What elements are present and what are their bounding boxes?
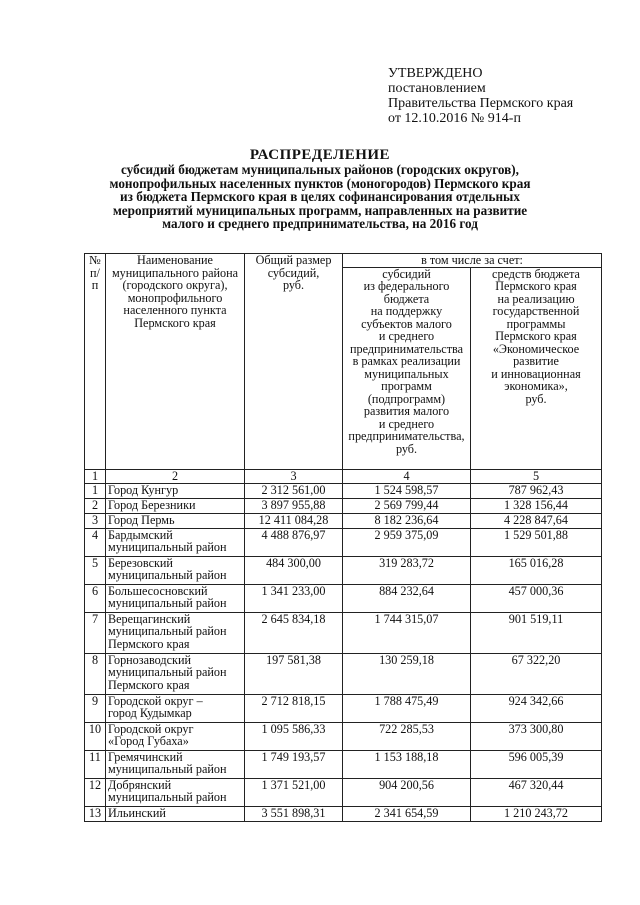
table-row xyxy=(85,694,602,722)
regional-amount: 4 228 847,64 xyxy=(471,513,602,528)
subtitle-line: малого и среднего предпринимательства, на 2016 год xyxy=(162,216,478,232)
regional-amount: 787 962,43 xyxy=(471,483,602,498)
table-row xyxy=(85,528,602,556)
header-line: программ xyxy=(381,379,432,393)
header-line: субъектов малого xyxy=(361,316,452,331)
header-line: муниципальных xyxy=(364,366,449,381)
name-line: Город Кунгур xyxy=(108,483,179,497)
federal-amount: 2 341 654,59 xyxy=(343,806,471,821)
federal-amount: 722 285,53 xyxy=(343,722,471,750)
name-line: муниципальный район xyxy=(108,540,227,554)
name-line: муниципальный район xyxy=(108,762,227,776)
approval-line: постановлением xyxy=(388,81,486,96)
total-amount: 2 712 818,15 xyxy=(245,694,343,722)
table-row xyxy=(85,556,602,584)
total-amount: 1 095 586,33 xyxy=(245,722,343,750)
row-number: 12 xyxy=(85,778,106,806)
header-line: Пермского края xyxy=(495,329,577,343)
total-amount: 1 371 521,00 xyxy=(245,778,343,806)
total-amount: 484 300,00 xyxy=(245,556,343,584)
row-number: 2 xyxy=(85,498,106,513)
header-line: средств бюджета xyxy=(492,267,580,281)
header-line: экономика», xyxy=(504,379,568,393)
header-line: Наименование xyxy=(137,253,213,267)
municipality-name xyxy=(106,528,245,556)
name-line: город Кудымкар xyxy=(108,706,192,720)
federal-amount: 904 200,56 xyxy=(343,778,471,806)
name-line: Ильинский xyxy=(108,806,166,820)
row-number: 11 xyxy=(85,750,106,778)
name-line: Город Березники xyxy=(108,498,196,512)
name-line: муниципальный район xyxy=(108,665,227,679)
regional-amount: 924 342,66 xyxy=(471,694,602,722)
name-line: Добрянский xyxy=(108,778,172,792)
municipality-name xyxy=(106,806,245,821)
municipality-name xyxy=(106,584,245,612)
header-line: программы xyxy=(506,316,566,331)
row-number: 3 xyxy=(85,513,106,528)
header-line: Пермского края xyxy=(495,279,577,293)
name-line: Березовский xyxy=(108,556,173,570)
header-line: монопрофильного xyxy=(127,290,223,305)
header-line: руб. xyxy=(395,441,418,456)
regional-amount: 1 210 243,72 xyxy=(471,806,602,821)
total-amount: 1 749 193,57 xyxy=(245,750,343,778)
header-line: на поддержку xyxy=(370,304,443,318)
name-line: муниципальный район xyxy=(108,790,227,804)
header-line: субсидий, xyxy=(267,265,320,280)
table-row xyxy=(85,778,602,806)
municipality-name xyxy=(106,750,245,778)
header-line: руб. xyxy=(525,391,547,406)
header-line: Пермского края xyxy=(134,315,216,330)
municipality-name xyxy=(106,694,245,722)
header-line: Общий размер xyxy=(255,253,332,267)
column-number-row xyxy=(85,469,602,483)
name-line: Гремячинский xyxy=(108,750,183,764)
header-line: предпринимательства, xyxy=(348,429,465,443)
header-line: предпринимательства xyxy=(349,341,464,356)
header-line: руб. xyxy=(282,278,305,292)
name-line: Городской округ xyxy=(108,722,194,736)
federal-amount: 884 232,64 xyxy=(343,584,471,612)
header-no xyxy=(85,254,106,470)
name-line: Городской округ – xyxy=(108,694,203,708)
subsidy-table xyxy=(84,253,602,822)
regional-amount: 1 529 501,88 xyxy=(471,528,602,556)
row-number: 10 xyxy=(85,722,106,750)
row-number: 9 xyxy=(85,694,106,722)
header-regional xyxy=(471,267,602,469)
municipality-name xyxy=(106,653,245,694)
subtitle-line: мероприятий муниципальных программ, направленных на развитие xyxy=(112,202,528,218)
municipality-name xyxy=(106,778,245,806)
regional-amount: 457 000,36 xyxy=(471,584,602,612)
table-row xyxy=(85,483,602,498)
header-line: развитие xyxy=(513,354,559,368)
header-line: № xyxy=(89,253,101,267)
header-line: бюджета xyxy=(383,291,430,306)
name-line: муниципальный район xyxy=(108,596,227,610)
approval-line: Правительства Пермского края xyxy=(388,96,574,111)
regional-amount: 67 322,20 xyxy=(471,653,602,694)
total-amount: 3 551 898,31 xyxy=(245,806,343,821)
table-row xyxy=(85,584,602,612)
subtitle-line: монопрофильных населенных пунктов (моногородов) Пермского края xyxy=(109,175,531,191)
row-number: 6 xyxy=(85,584,106,612)
column-number: 3 xyxy=(245,469,343,483)
name-line: «Город Губаха» xyxy=(108,734,189,748)
header-line: и инновационная xyxy=(491,366,581,381)
header-line: из федерального xyxy=(363,279,450,293)
header-line: «Экономическое xyxy=(492,341,580,356)
header-line: (подпрограмм) xyxy=(367,391,446,406)
name-line: муниципальный район xyxy=(108,624,227,638)
row-number: 5 xyxy=(85,556,106,584)
regional-amount: 596 005,39 xyxy=(471,750,602,778)
federal-amount: 319 283,72 xyxy=(343,556,471,584)
header-including: в том числе за счет: xyxy=(343,254,602,268)
header-line: муниципального района xyxy=(111,265,239,280)
name-line: Пермского края xyxy=(108,636,190,651)
federal-amount: 130 259,18 xyxy=(343,653,471,694)
federal-amount: 1 153 188,18 xyxy=(343,750,471,778)
row-number: 4 xyxy=(85,528,106,556)
header-line: на реализацию xyxy=(497,291,575,306)
regional-amount: 901 519,11 xyxy=(471,612,602,653)
approval-line: УТВЕРЖДЕНО xyxy=(388,66,483,81)
name-line: Пермского края xyxy=(108,677,190,692)
header-line: в рамках реализации xyxy=(352,354,461,368)
table-row xyxy=(85,750,602,778)
federal-amount: 8 182 236,64 xyxy=(343,513,471,528)
row-number: 8 xyxy=(85,653,106,694)
document-title: РАСПРЕДЕЛЕНИЕ xyxy=(249,147,391,163)
federal-amount: 1 524 598,57 xyxy=(343,483,471,498)
total-amount: 3 897 955,88 xyxy=(245,498,343,513)
table-row xyxy=(85,513,602,528)
federal-amount: 1 788 475,49 xyxy=(343,694,471,722)
column-number: 1 xyxy=(85,469,106,483)
municipality-name xyxy=(106,612,245,653)
approval-block xyxy=(388,66,573,126)
subtitle-line: из бюджета Пермского края в целях софинансирования отдельных xyxy=(120,189,520,205)
federal-amount: 1 744 315,07 xyxy=(343,612,471,653)
regional-amount: 165 016,28 xyxy=(471,556,602,584)
name-line: Горнозаводский xyxy=(108,653,191,667)
federal-amount: 2 569 799,44 xyxy=(343,498,471,513)
municipality-name xyxy=(106,722,245,750)
federal-amount: 2 959 375,09 xyxy=(343,528,471,556)
name-line: Большесосновский xyxy=(108,584,208,598)
total-amount: 4 488 876,97 xyxy=(245,528,343,556)
column-number: 4 xyxy=(343,469,471,483)
header-line: (городского округа), xyxy=(122,278,228,292)
total-amount: 1 341 233,00 xyxy=(245,584,343,612)
header-line: п/п xyxy=(90,265,100,292)
column-number: 5 xyxy=(471,469,602,483)
municipality-name xyxy=(106,498,245,513)
total-amount: 2 645 834,18 xyxy=(245,612,343,653)
row-number: 13 xyxy=(85,806,106,821)
table-row xyxy=(85,498,602,513)
table-body xyxy=(85,483,602,821)
header-line: государственной xyxy=(492,304,580,318)
total-amount: 197 581,38 xyxy=(245,653,343,694)
table-row xyxy=(85,722,602,750)
name-line: Город Пермь xyxy=(108,513,175,527)
row-number: 1 xyxy=(85,483,106,498)
row-number: 7 xyxy=(85,612,106,653)
header-line: населенного пункта xyxy=(123,303,227,317)
table-row xyxy=(85,612,602,653)
municipality-name xyxy=(106,483,245,498)
table-row xyxy=(85,806,602,821)
header-line: и среднего xyxy=(378,329,435,343)
name-line: Верещагинский xyxy=(108,612,191,626)
header-line: и среднего xyxy=(378,416,435,431)
municipality-name xyxy=(106,556,245,584)
header-name xyxy=(106,254,245,470)
regional-amount: 467 320,44 xyxy=(471,778,602,806)
municipality-name xyxy=(106,513,245,528)
total-amount: 12 411 084,28 xyxy=(245,513,343,528)
approval-line: от 12.10.2016 № 914-п xyxy=(388,111,521,126)
name-line: муниципальный район xyxy=(108,568,227,582)
column-number: 2 xyxy=(106,469,245,483)
total-amount: 2 312 561,00 xyxy=(245,483,343,498)
header-line: развития малого xyxy=(363,404,450,418)
regional-amount: 373 300,80 xyxy=(471,722,602,750)
regional-amount: 1 328 156,44 xyxy=(471,498,602,513)
table-row xyxy=(85,653,602,694)
header-federal xyxy=(343,267,471,469)
document-subtitle xyxy=(70,163,570,231)
name-line: Бардымский xyxy=(108,528,173,542)
header-line: субсидий xyxy=(382,267,431,281)
subtitle-line: субсидий бюджетам муниципальных районов (городских округов), xyxy=(121,162,519,177)
header-total xyxy=(245,254,343,470)
